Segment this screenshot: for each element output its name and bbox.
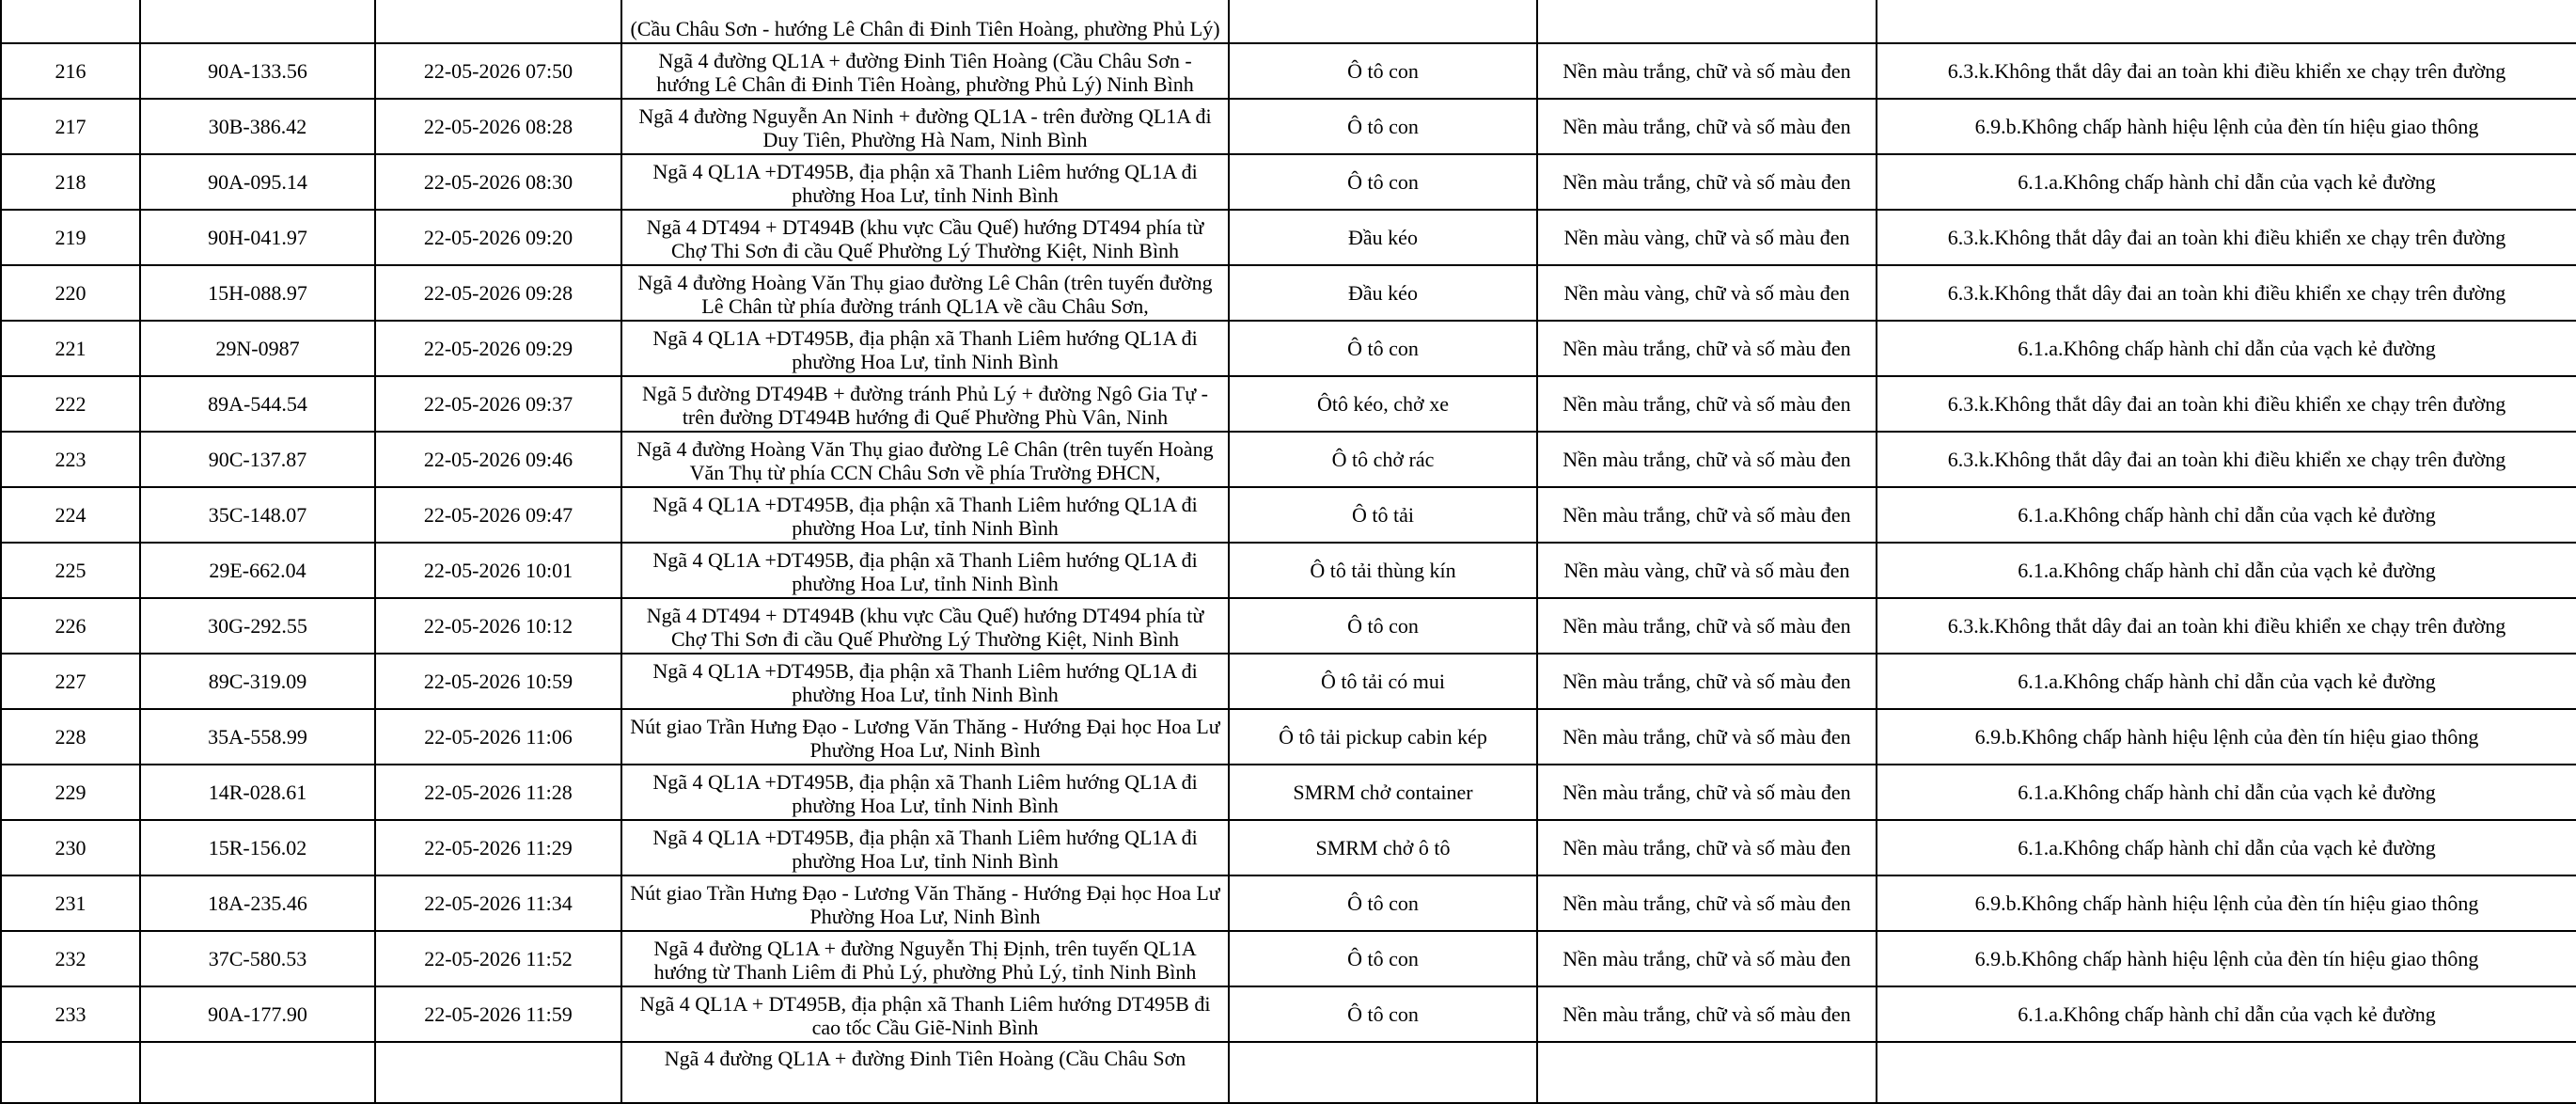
cell-time: 22-05-2026 09:29 xyxy=(375,321,621,376)
cell-location-text: Ngã 4 QL1A +DT495B, địa phận xã Thanh Liêm hướng QL1A đi phường Hoa Lư, tỉnh Ninh Bình xyxy=(652,492,1198,540)
cell-vehicle xyxy=(1229,1042,1537,1103)
cell-plate-color: Nền màu trắng, chữ và số màu đen xyxy=(1537,986,1877,1042)
cell-stt: 229 xyxy=(1,765,140,820)
cell-time: 22-05-2026 09:28 xyxy=(375,265,621,321)
cell-stt: 230 xyxy=(1,820,140,875)
cell-plate: 15H-088.97 xyxy=(140,265,375,321)
cell-location xyxy=(621,154,1229,210)
cell-violation: 6.9.b.Không chấp hành hiệu lệnh của đèn tín hiệu giao thông xyxy=(1877,709,2576,765)
cell-location-text: Ngã 4 đường QL1A + đường Đinh Tiên Hoàng (Cầu Châu Sơn xyxy=(664,1047,1186,1070)
cell-plate-color: Nền màu trắng, chữ và số màu đen xyxy=(1537,321,1877,376)
cell-stt: 218 xyxy=(1,154,140,210)
cell-time: 22-05-2026 11:28 xyxy=(375,765,621,820)
cell-location-text: Ngã 5 đường DT494B + đường tránh Phủ Lý + đường Ngô Gia Tự - trên đường DT494B hướng đi Quế Phường Phù Vân, Ninh xyxy=(642,381,1208,429)
cell-plate: 37C-580.53 xyxy=(140,931,375,986)
cell-vehicle: Ô tô con xyxy=(1229,43,1537,99)
cell-vehicle: Đầu kéo xyxy=(1229,210,1537,265)
cell-location xyxy=(621,931,1229,986)
cell-time: 22-05-2026 11:59 xyxy=(375,986,621,1042)
cell-time: 22-05-2026 09:47 xyxy=(375,487,621,543)
cell-violation xyxy=(1877,1042,2576,1103)
cell-vehicle: Ô tô tải xyxy=(1229,487,1537,543)
cell-plate: 14R-028.61 xyxy=(140,765,375,820)
cell-location-text: Ngã 4 QL1A + DT495B, địa phận xã Thanh Liêm hướng DT495B đi cao tốc Cầu Giẽ-Ninh Bình xyxy=(639,991,1211,1039)
cell-stt: 220 xyxy=(1,265,140,321)
cell-vehicle: SMRM chở ô tô xyxy=(1229,820,1537,875)
cell-time: 22-05-2026 07:50 xyxy=(375,43,621,99)
cell-violation: 6.1.a.Không chấp hành chỉ dẫn của vạch kẻ đường xyxy=(1877,543,2576,598)
cell-violation: 6.1.a.Không chấp hành chỉ dẫn của vạch kẻ đường xyxy=(1877,154,2576,210)
cell-plate xyxy=(140,0,375,43)
cell-location xyxy=(621,654,1229,709)
cell-stt: 219 xyxy=(1,210,140,265)
cell-plate-color xyxy=(1537,1042,1877,1103)
table-row xyxy=(1,487,2576,543)
cell-violation: 6.9.b.Không chấp hành hiệu lệnh của đèn tín hiệu giao thông xyxy=(1877,875,2576,931)
cell-vehicle: Ô tô con xyxy=(1229,598,1537,654)
cell-location xyxy=(621,875,1229,931)
cell-violation: 6.9.b.Không chấp hành hiệu lệnh của đèn tín hiệu giao thông xyxy=(1877,99,2576,154)
cell-location-text: Ngã 4 DT494 + DT494B (khu vực Cầu Quế) hướng DT494 phía từ Chợ Thi Sơn đi cầu Quế Phường Lý Thường Kiệt, Ninh Bình xyxy=(646,214,1204,262)
cell-plate xyxy=(140,1042,375,1103)
cell-stt: 226 xyxy=(1,598,140,654)
table-row xyxy=(1,986,2576,1042)
cell-plate-color: Nền màu trắng, chữ và số màu đen xyxy=(1537,432,1877,487)
cell-time xyxy=(375,1042,621,1103)
cell-violation: 6.3.k.Không thắt dây đai an toàn khi điều khiển xe chạy trên đường xyxy=(1877,598,2576,654)
cell-vehicle: Ô tô con xyxy=(1229,321,1537,376)
cell-location-text: Ngã 4 QL1A +DT495B, địa phận xã Thanh Liêm hướng QL1A đi phường Hoa Lư, tỉnh Ninh Bình xyxy=(652,825,1198,873)
cell-violation: 6.1.a.Không chấp hành chỉ dẫn của vạch kẻ đường xyxy=(1877,654,2576,709)
cell-plate-color: Nền màu trắng, chữ và số màu đen xyxy=(1537,765,1877,820)
cell-time: 22-05-2026 11:29 xyxy=(375,820,621,875)
cell-stt: 232 xyxy=(1,931,140,986)
cell-violation: 6.9.b.Không chấp hành hiệu lệnh của đèn tín hiệu giao thông xyxy=(1877,931,2576,986)
cell-location xyxy=(621,820,1229,875)
cell-plate-color: Nền màu trắng, chữ và số màu đen xyxy=(1537,487,1877,543)
cell-violation: 6.3.k.Không thắt dây đai an toàn khi điều khiển xe chạy trên đường xyxy=(1877,43,2576,99)
cell-violation: 6.1.a.Không chấp hành chỉ dẫn của vạch kẻ đường xyxy=(1877,820,2576,875)
cell-location-text: Ngã 4 DT494 + DT494B (khu vực Cầu Quế) hướng DT494 phía từ Chợ Thi Sơn đi cầu Quế Phường Lý Thường Kiệt, Ninh Bình xyxy=(646,603,1204,651)
cell-vehicle: Ô tô con xyxy=(1229,99,1537,154)
table-row xyxy=(1,543,2576,598)
cell-location xyxy=(621,210,1229,265)
cell-violation: 6.1.a.Không chấp hành chỉ dẫn của vạch kẻ đường xyxy=(1877,986,2576,1042)
cell-time: 22-05-2026 09:20 xyxy=(375,210,621,265)
cell-stt: 227 xyxy=(1,654,140,709)
cell-location-text: Ngã 4 QL1A +DT495B, địa phận xã Thanh Liêm hướng QL1A đi phường Hoa Lư, tỉnh Ninh Bình xyxy=(652,325,1198,373)
table-row xyxy=(1,820,2576,875)
cell-plate-color: Nền màu trắng, chữ và số màu đen xyxy=(1537,820,1877,875)
cell-location xyxy=(621,543,1229,598)
cell-plate-color: Nền màu trắng, chữ và số màu đen xyxy=(1537,931,1877,986)
cell-location-text: Ngã 4 đường Nguyễn An Ninh + đường QL1A - trên đường QL1A đi Duy Tiên, Phường Hà Nam, Ninh Bình xyxy=(638,103,1212,151)
table-row xyxy=(1,654,2576,709)
cell-location xyxy=(621,321,1229,376)
cell-time xyxy=(375,0,621,43)
cell-stt: 222 xyxy=(1,376,140,432)
cell-time: 22-05-2026 09:46 xyxy=(375,432,621,487)
cell-plate: 35C-148.07 xyxy=(140,487,375,543)
cell-location xyxy=(621,432,1229,487)
cell-vehicle: Đầu kéo xyxy=(1229,265,1537,321)
cell-location-text: Ngã 4 QL1A +DT495B, địa phận xã Thanh Liêm hướng QL1A đi phường Hoa Lư, tỉnh Ninh Bình xyxy=(652,159,1198,207)
table-row xyxy=(1,154,2576,210)
table-row xyxy=(1,765,2576,820)
cell-plate-color: Nền màu trắng, chữ và số màu đen xyxy=(1537,43,1877,99)
cell-stt: 217 xyxy=(1,99,140,154)
cell-plate: 18A-235.46 xyxy=(140,875,375,931)
cell-plate: 35A-558.99 xyxy=(140,709,375,765)
table-row-partial-bottom xyxy=(1,1042,2576,1103)
table-row xyxy=(1,709,2576,765)
table-row xyxy=(1,210,2576,265)
cell-plate-color: Nền màu trắng, chữ và số màu đen xyxy=(1537,99,1877,154)
cell-plate: 89A-544.54 xyxy=(140,376,375,432)
table-row xyxy=(1,432,2576,487)
cell-location-text: Ngã 4 QL1A +DT495B, địa phận xã Thanh Liêm hướng QL1A đi phường Hoa Lư, tỉnh Ninh Bình xyxy=(652,769,1198,817)
cell-plate: 30B-386.42 xyxy=(140,99,375,154)
cell-plate-color: Nền màu trắng, chữ và số màu đen xyxy=(1537,598,1877,654)
cell-location xyxy=(621,376,1229,432)
cell-time: 22-05-2026 10:01 xyxy=(375,543,621,598)
cell-violation: 6.3.k.Không thắt dây đai an toàn khi điều khiển xe chạy trên đường xyxy=(1877,432,2576,487)
cell-stt: 225 xyxy=(1,543,140,598)
cell-violation: 6.3.k.Không thắt dây đai an toàn khi điều khiển xe chạy trên đường xyxy=(1877,210,2576,265)
cell-plate: 90H-041.97 xyxy=(140,210,375,265)
location-text: (Cầu Châu Sơn - hướng Lê Chân đi Đinh Tiên Hoàng, phường Phủ Lý) xyxy=(630,17,1220,40)
cell-location xyxy=(621,986,1229,1042)
cell-location xyxy=(621,487,1229,543)
cell-violation: 6.3.k.Không thắt dây đai an toàn khi điều khiển xe chạy trên đường xyxy=(1877,265,2576,321)
cell-plate: 30G-292.55 xyxy=(140,598,375,654)
cell-plate: 89C-319.09 xyxy=(140,654,375,709)
cell-vehicle: Ô tô tải thùng kín xyxy=(1229,543,1537,598)
cell-stt: 231 xyxy=(1,875,140,931)
cell-violation: 6.1.a.Không chấp hành chỉ dẫn của vạch kẻ đường xyxy=(1877,487,2576,543)
cell-plate-color: Nền màu vàng, chữ và số màu đen xyxy=(1537,265,1877,321)
cell-location-text: Ngã 4 đường QL1A + đường Đinh Tiên Hoàng (Cầu Châu Sơn - hướng Lê Chân đi Đinh Tiên Hoàng, phường Phủ Lý) Ninh Bình xyxy=(656,48,1194,96)
cell-vehicle xyxy=(1229,0,1537,43)
table-row xyxy=(1,43,2576,99)
table-row xyxy=(1,598,2576,654)
cell-vehicle: Ô tô tải có mui xyxy=(1229,654,1537,709)
cell-time: 22-05-2026 08:28 xyxy=(375,99,621,154)
cell-time: 22-05-2026 11:52 xyxy=(375,931,621,986)
cell-plate: 15R-156.02 xyxy=(140,820,375,875)
cell-plate-color: Nền màu vàng, chữ và số màu đen xyxy=(1537,543,1877,598)
cell-time: 22-05-2026 11:06 xyxy=(375,709,621,765)
cell-plate: 90C-137.87 xyxy=(140,432,375,487)
cell-stt: 224 xyxy=(1,487,140,543)
cell-location xyxy=(621,0,1229,43)
cell-time: 22-05-2026 09:37 xyxy=(375,376,621,432)
cell-violation: 6.3.k.Không thắt dây đai an toàn khi điều khiển xe chạy trên đường xyxy=(1877,376,2576,432)
cell-location xyxy=(621,765,1229,820)
cell-location xyxy=(621,99,1229,154)
cell-plate: 29E-662.04 xyxy=(140,543,375,598)
cell-time: 22-05-2026 11:34 xyxy=(375,875,621,931)
cell-plate-color: Nền màu trắng, chữ và số màu đen xyxy=(1537,154,1877,210)
table-row xyxy=(1,99,2576,154)
cell-vehicle: Ôtô kéo, chở xe xyxy=(1229,376,1537,432)
cell-location-text: Nút giao Trần Hưng Đạo - Lương Văn Thăng - Hướng Đại học Hoa Lư Phường Hoa Lư, Ninh Bình xyxy=(630,880,1220,928)
table-row xyxy=(1,265,2576,321)
table-row xyxy=(1,376,2576,432)
cell-location xyxy=(621,265,1229,321)
cell-vehicle: Ô tô con xyxy=(1229,154,1537,210)
cell-time: 22-05-2026 10:12 xyxy=(375,598,621,654)
cell-vehicle: Ô tô tải pickup cabin kép xyxy=(1229,709,1537,765)
cell-location-text: Ngã 4 QL1A +DT495B, địa phận xã Thanh Liêm hướng QL1A đi phường Hoa Lư, tỉnh Ninh Bình xyxy=(652,658,1198,706)
cell-vehicle: Ô tô con xyxy=(1229,931,1537,986)
cell-plate: 90A-095.14 xyxy=(140,154,375,210)
cell-plate-color: Nền màu trắng, chữ và số màu đen xyxy=(1537,654,1877,709)
cell-plate-color: Nền màu trắng, chữ và số màu đen xyxy=(1537,376,1877,432)
cell-stt: 221 xyxy=(1,321,140,376)
cell-location xyxy=(621,709,1229,765)
cell-location-text: Nút giao Trần Hưng Đạo - Lương Văn Thăng - Hướng Đại học Hoa Lư Phường Hoa Lư, Ninh Bình xyxy=(630,714,1220,762)
cell-violation xyxy=(1877,0,2576,43)
cell-stt xyxy=(1,1042,140,1103)
cell-stt xyxy=(1,0,140,43)
table-row xyxy=(1,321,2576,376)
cell-stt: 228 xyxy=(1,709,140,765)
cell-location xyxy=(621,598,1229,654)
table-row-partial-top xyxy=(1,0,2576,43)
cell-vehicle: Ô tô chở rác xyxy=(1229,432,1537,487)
cell-location-text: Ngã 4 đường Hoàng Văn Thụ giao đường Lê Chân (trên tuyến Hoàng Văn Thụ từ phía CCN Châu Sơn về phía Trường ĐHCN, xyxy=(636,436,1214,484)
cell-location-text: Ngã 4 đường QL1A + đường Nguyễn Thị Định, trên tuyến QL1A hướng từ Thanh Liêm đi Phủ Lý, phường Phủ Lý, tỉnh Ninh Bình xyxy=(653,936,1197,984)
cell-stt: 233 xyxy=(1,986,140,1042)
cell-violation: 6.1.a.Không chấp hành chỉ dẫn của vạch kẻ đường xyxy=(1877,321,2576,376)
table-row xyxy=(1,931,2576,986)
cell-stt: 223 xyxy=(1,432,140,487)
cell-time: 22-05-2026 10:59 xyxy=(375,654,621,709)
cell-location-text: Ngã 4 QL1A +DT495B, địa phận xã Thanh Liêm hướng QL1A đi phường Hoa Lư, tỉnh Ninh Bình xyxy=(652,547,1198,595)
cell-vehicle: SMRM chở container xyxy=(1229,765,1537,820)
cell-plate: 90A-133.56 xyxy=(140,43,375,99)
cell-stt: 216 xyxy=(1,43,140,99)
cell-location xyxy=(621,43,1229,99)
cell-plate: 29N-0987 xyxy=(140,321,375,376)
cell-plate: 90A-177.90 xyxy=(140,986,375,1042)
cell-violation: 6.1.a.Không chấp hành chỉ dẫn của vạch kẻ đường xyxy=(1877,765,2576,820)
table-row xyxy=(1,875,2576,931)
cell-plate-color xyxy=(1537,0,1877,43)
cell-vehicle: Ô tô con xyxy=(1229,986,1537,1042)
cell-plate-color: Nền màu trắng, chữ và số màu đen xyxy=(1537,875,1877,931)
cell-location xyxy=(621,1042,1229,1103)
cell-location-text: Ngã 4 đường Hoàng Văn Thụ giao đường Lê Chân (trên tuyến đường Lê Chân từ phía đường tránh QL1A về cầu Châu Sơn, xyxy=(637,270,1213,318)
cell-vehicle: Ô tô con xyxy=(1229,875,1537,931)
cell-time: 22-05-2026 08:30 xyxy=(375,154,621,210)
cell-plate-color: Nền màu vàng, chữ và số màu đen xyxy=(1537,210,1877,265)
cell-plate-color: Nền màu trắng, chữ và số màu đen xyxy=(1537,709,1877,765)
